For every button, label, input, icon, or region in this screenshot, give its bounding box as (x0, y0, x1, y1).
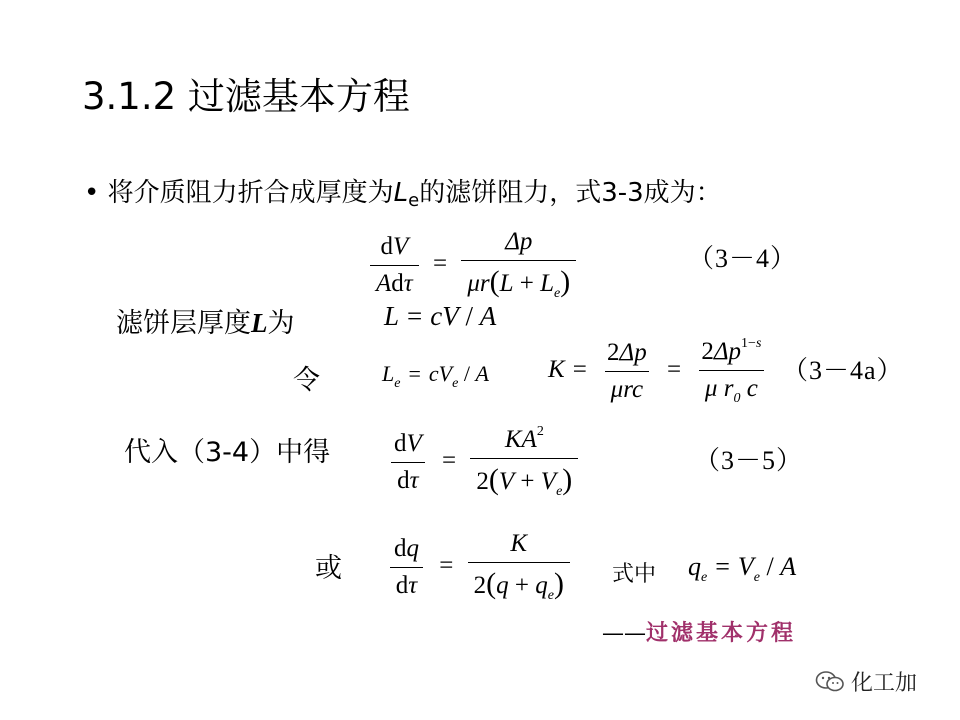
equation-Le: $L_e = cV_e / A$ (382, 361, 489, 391)
caption-dash: —— (602, 621, 646, 646)
eq-number-3-4a: （3－4a） (782, 356, 904, 385)
where-label: 式中 (612, 562, 657, 587)
equation-3-5: $\frac{dV}{d\tau}$ = $\frac{KA^2}{2(V + V_e)}$ (388, 424, 578, 500)
or-label: 或 (315, 553, 342, 584)
watermark-logo (815, 666, 917, 697)
substitution-label: 代入（3-4）中得 (124, 437, 331, 468)
equation-cake-thickness: L = cV / A (384, 301, 497, 331)
page-title: 3.1.2 过滤基本方程 (82, 75, 410, 118)
bullet-text-before: 将介质阻力折合成厚度为 (107, 178, 394, 208)
bullet-L: L (393, 178, 409, 208)
equation-caption (602, 616, 796, 647)
caption-text: 过滤基本方程 (646, 620, 797, 646)
ling-label: 令 (293, 365, 320, 396)
bullet-text-after: 的滤饼阻力，式3-3成为： (419, 178, 722, 208)
equation-q: $\frac{dq}{d\tau}$ = $\frac{K}{2(q + q_e)}$ (388, 530, 570, 604)
equation-3-4: $\frac{dV}{\text{Adτ}}$ = $\frac{\Delta p}{\mu r(L + L_e)}$ (370, 228, 576, 302)
eq-number-3-4: （3－4） (688, 244, 798, 273)
logo-text: 化工加 (851, 671, 918, 696)
bullet-mark: • (84, 178, 100, 208)
wechat-icon (815, 670, 845, 694)
equation-K: K = $\frac{2\Delta p}{\text{μrc}}$ = $\frac{2\Delta p^{1-s}}{\mu r_0 c}$ (548, 336, 767, 407)
eq-number-3-5: （3－5） (694, 446, 804, 475)
bullet-line (84, 172, 722, 211)
cake-thickness-label: 滤饼层厚度L为 (116, 308, 295, 339)
bullet-sub: e (408, 190, 420, 211)
equation-qe: $q_e = V_e / A$ (688, 552, 797, 585)
